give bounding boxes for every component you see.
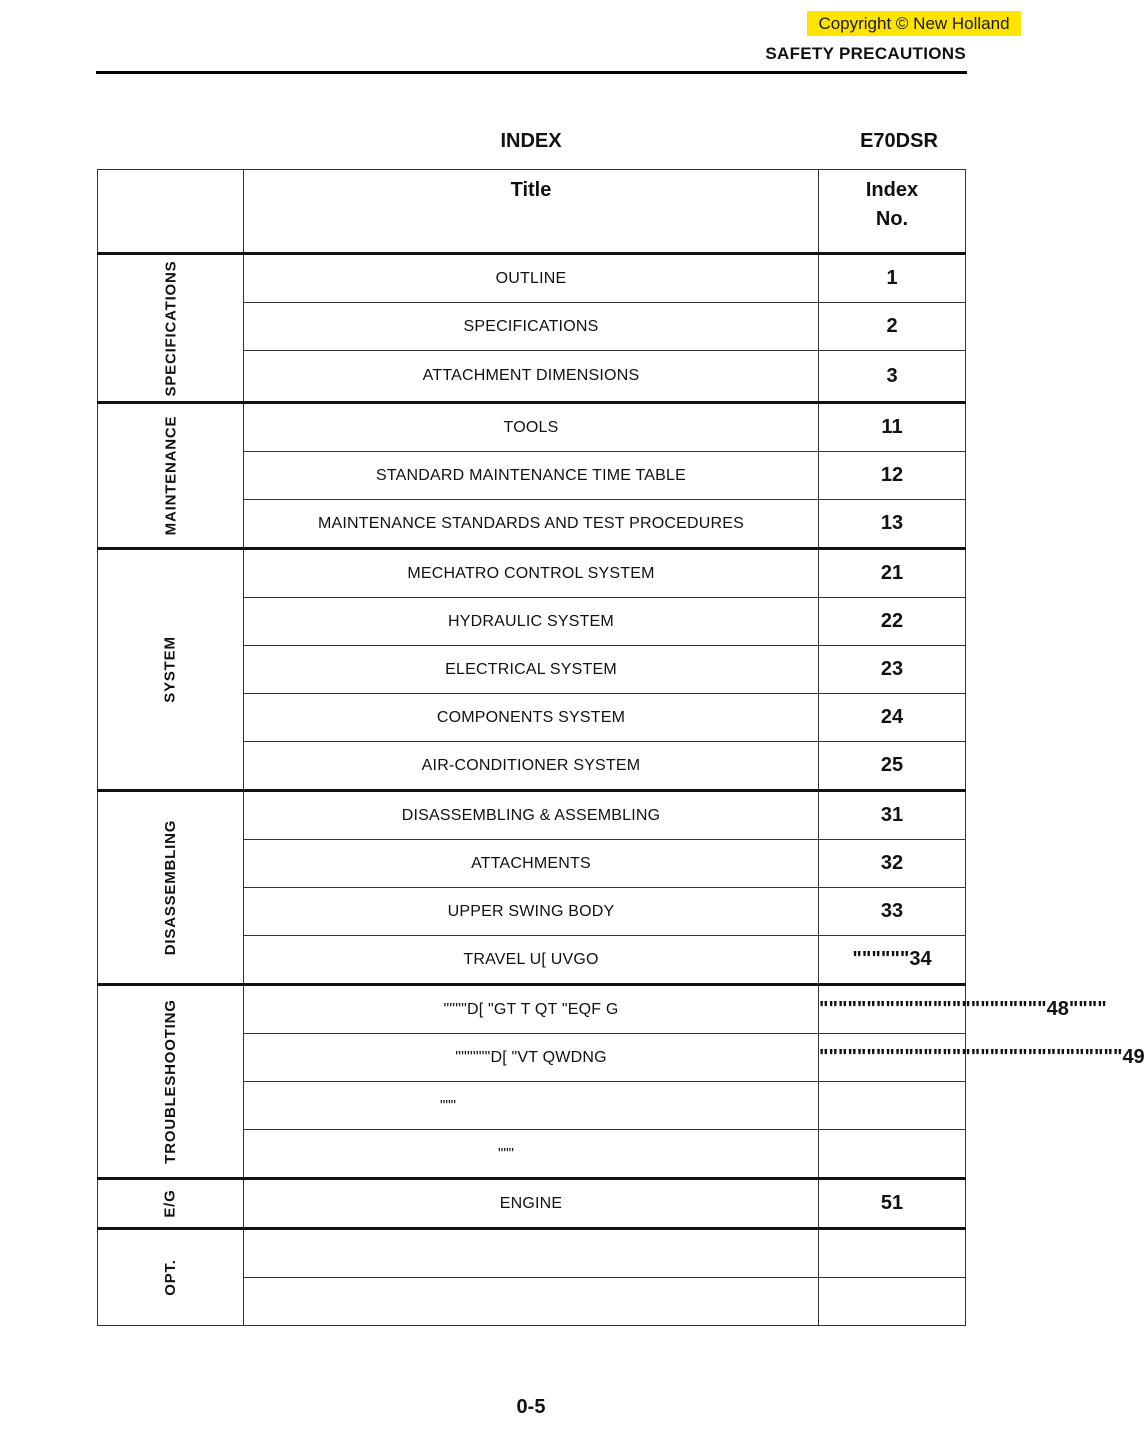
category-maintenance	[98, 403, 244, 549]
row-title[interactable]: TOOLS	[244, 403, 819, 452]
row-title[interactable]: OUTLINE	[244, 254, 819, 303]
row-title[interactable]: ATTACHMENT DIMENSIONS	[244, 351, 819, 403]
row-title[interactable]	[244, 1229, 819, 1278]
row-title[interactable]: SPECIFICATIONS	[244, 303, 819, 351]
row-index-no[interactable]: 24	[819, 694, 966, 742]
category-label: E/G	[162, 1189, 179, 1218]
index-table	[97, 169, 1145, 1326]
row-index-no[interactable]: 13	[819, 500, 966, 549]
section-title: SAFETY PRECAUTIONS	[765, 44, 966, 63]
category-label: MAINTENANCE	[161, 415, 179, 536]
category-system	[98, 549, 244, 791]
row-title[interactable]: DISASSEMBLING & ASSEMBLING	[244, 791, 819, 840]
row-index-no[interactable]: 23	[819, 646, 966, 694]
row-index-no[interactable]: 1	[819, 254, 966, 303]
row-index-no[interactable]: 32	[819, 840, 966, 888]
row-index-no[interactable]: """"""34	[819, 936, 966, 985]
title-header: Title	[244, 170, 819, 254]
row-title[interactable]	[244, 1082, 819, 1130]
index-no-header-line1: Index	[865, 179, 919, 201]
table-row[interactable]	[98, 254, 966, 303]
row-index-no[interactable]: 51	[819, 1179, 966, 1229]
category-header	[98, 170, 244, 254]
row-index-no[interactable]: """"""""""""""""""""""""48""""	[819, 985, 966, 1034]
row-index-no[interactable]: 21	[819, 549, 966, 598]
row-index-no[interactable]: 33	[819, 888, 966, 936]
row-title[interactable]: MECHATRO CONTROL SYSTEM	[244, 549, 819, 598]
index-no-header-line2: No.	[875, 208, 909, 230]
row-title[interactable]: STANDARD MAINTENANCE TIME TABLE	[244, 452, 819, 500]
copyright-banner: Copyright © New Holland	[807, 11, 1021, 36]
model-heading: E70DSR	[860, 130, 938, 152]
index-heading: INDEX	[500, 130, 562, 152]
table-row[interactable]	[98, 403, 966, 452]
category-disassembling	[98, 791, 244, 985]
header-divider	[96, 71, 967, 74]
table-row[interactable]	[98, 1229, 966, 1278]
row-title[interactable]: """"""D[ "VT QWDNG	[244, 1034, 819, 1082]
row-index-no[interactable]	[819, 1130, 966, 1179]
row-title[interactable]: HYDRAULIC SYSTEM	[244, 598, 819, 646]
row-title[interactable]: """"D[ "GT T QT "EQF G	[244, 985, 819, 1034]
row-title[interactable]: ATTACHMENTS	[244, 840, 819, 888]
category-label: OPT.	[161, 1259, 179, 1296]
row-title[interactable]: UPPER SWING BODY	[244, 888, 819, 936]
row-index-no[interactable]: 12	[819, 452, 966, 500]
row-title[interactable]: TRAVEL U[ UVGO	[244, 936, 819, 985]
row-index-no[interactable]: 22	[819, 598, 966, 646]
category-label: SPECIFICATIONS	[162, 260, 179, 396]
row-index-no[interactable]	[819, 1278, 966, 1326]
row-title-text: """	[440, 1097, 456, 1114]
table-row[interactable]	[98, 1179, 966, 1229]
row-title[interactable]: MAINTENANCE STANDARDS AND TEST PROCEDURES	[244, 500, 819, 549]
category-optional	[98, 1229, 244, 1326]
row-index-no[interactable]: 25	[819, 742, 966, 791]
row-title[interactable]: COMPONENTS SYSTEM	[244, 694, 819, 742]
page-number: 0-5	[516, 1396, 546, 1418]
row-index-no[interactable]	[819, 1229, 966, 1278]
row-title[interactable]: AIR-CONDITIONER SYSTEM	[244, 742, 819, 791]
row-title[interactable]: ENGINE	[244, 1179, 819, 1229]
row-index-no[interactable]: 11	[819, 403, 966, 452]
row-index-no[interactable]: """"""""""""""""""""""""""""""""49	[819, 1034, 966, 1082]
table-row[interactable]	[98, 549, 966, 598]
row-title-text: """	[498, 1145, 514, 1162]
category-label: SYSTEM	[161, 636, 179, 703]
table-header-row	[98, 170, 966, 254]
row-index-no[interactable]: 3	[819, 351, 966, 403]
row-index-no[interactable]: 2	[819, 303, 966, 351]
category-specifications	[98, 254, 244, 403]
table-row[interactable]	[98, 985, 966, 1034]
category-troubleshooting	[98, 985, 244, 1179]
row-index-no[interactable]	[819, 1082, 966, 1130]
index-no-header	[819, 170, 966, 254]
category-label: DISASSEMBLING	[161, 819, 179, 956]
table-row[interactable]	[98, 791, 966, 840]
row-title[interactable]	[244, 1278, 819, 1326]
category-engine	[98, 1179, 244, 1229]
row-title[interactable]	[244, 1130, 819, 1179]
category-label: TROUBLESHOOTING	[162, 999, 179, 1164]
row-title[interactable]: ELECTRICAL SYSTEM	[244, 646, 819, 694]
row-index-no[interactable]: 31	[819, 791, 966, 840]
